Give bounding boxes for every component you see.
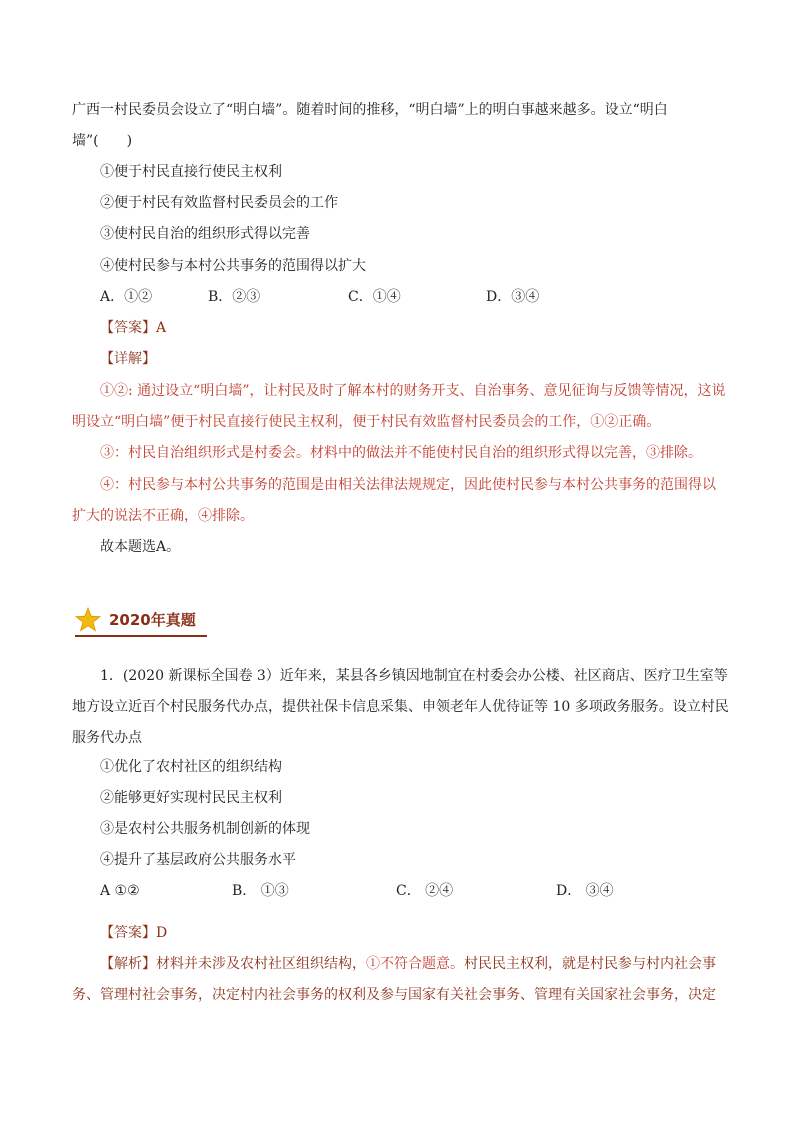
answer-value: A xyxy=(156,320,167,336)
option-d: D．③④ xyxy=(486,289,540,305)
question-stem-line: 1．(2020 新课标全国卷 3）近年来，某县各乡镇因地制宜在村委会办公楼、社区商店、医疗卫生室等 xyxy=(100,668,728,684)
section-title: 2020年真题 xyxy=(109,611,196,629)
choice-item: ②能够更好实现村民民主权利 xyxy=(100,790,282,806)
choice-item: ④提升了基层政府公共服务水平 xyxy=(100,852,296,868)
analysis-text-highlight: ①不符合题意。 xyxy=(366,956,464,972)
answer-tag: 【答案】 xyxy=(100,925,156,941)
option-a: A ①② xyxy=(100,883,140,899)
analysis-text: 材料并未涉及农村社区组织结构， xyxy=(156,956,366,972)
choice-item: ②便于村民有效监督村民委员会的工作 xyxy=(100,195,338,211)
answer-line xyxy=(100,318,734,338)
section-heading xyxy=(75,607,207,637)
answer-line xyxy=(100,923,734,943)
choice-item: ④使村民参与本村公共事务的范围得以扩大 xyxy=(100,258,366,274)
option-c: C．①④ xyxy=(348,289,401,305)
option-a: A．①② xyxy=(100,289,153,305)
star-icon xyxy=(75,607,101,633)
question-stem-line: 墙”( ) xyxy=(72,133,133,149)
analysis-line xyxy=(100,954,734,974)
explanation-line: 扩大的说法不正确，④排除。 xyxy=(72,508,254,524)
choice-item: ③使村民自治的组织形式得以完善 xyxy=(100,226,310,242)
option-d: D． ③④ xyxy=(556,883,614,899)
analysis-line: 务、管理村社会事务，决定村内社会事务的权利及参与国家有关社会事务、管理有关国家社会事务，决定 xyxy=(72,987,716,1003)
choice-item: ①优化了农村社区的组织结构 xyxy=(100,759,282,775)
question-stem-line: 服务代办点 xyxy=(72,730,142,746)
answer-tag: 【答案】 xyxy=(100,320,156,336)
question-stem-line: 地方设立近百个村民服务代办点，提供社保卡信息采集、申领老年人优待证等 10 多项政务服务。设立村民 xyxy=(72,699,729,715)
detail-tag: 【详解】 xyxy=(100,351,156,367)
question-stem-line: 广西一村民委员会设立了“明白墙”。随着时间的推移，“明白墙”上的明白事越来越多。设立“明白 xyxy=(72,102,668,118)
explanation-line: ①②: 通过设立“明白墙”，让村民及时了解本村的财务开支、自治事务、意见征询与反馈等情况，这说 xyxy=(100,383,726,399)
option-c: C． ②④ xyxy=(396,883,454,899)
choice-item: ③是农村公共服务机制创新的体现 xyxy=(100,821,310,837)
option-b: B． ①③ xyxy=(232,883,289,899)
option-b: B．②③ xyxy=(208,289,261,305)
explanation-line: ④：村民参与本村公共事务的范围是由相关法律法规规定，因此使村民参与本村公共事务的范围得以 xyxy=(100,477,716,493)
analysis-text: 村民民主权利，就是村民参与村内社会事 xyxy=(464,956,716,972)
analysis-tag: 【解析】 xyxy=(100,956,156,972)
conclusion-line: 故本题选A。 xyxy=(100,539,181,555)
explanation-line: 明设立“明白墙”便于村民直接行使民主权利，便于村民有效监督村民委员会的工作，①②正确。 xyxy=(72,414,661,430)
answer-value: D xyxy=(156,925,168,941)
explanation-line: ③：村民自治组织形式是村委会。材料中的做法并不能使村民自治的组织形式得以完善，③排除。 xyxy=(100,445,702,461)
choice-item: ①便于村民直接行使民主权利 xyxy=(100,164,282,180)
